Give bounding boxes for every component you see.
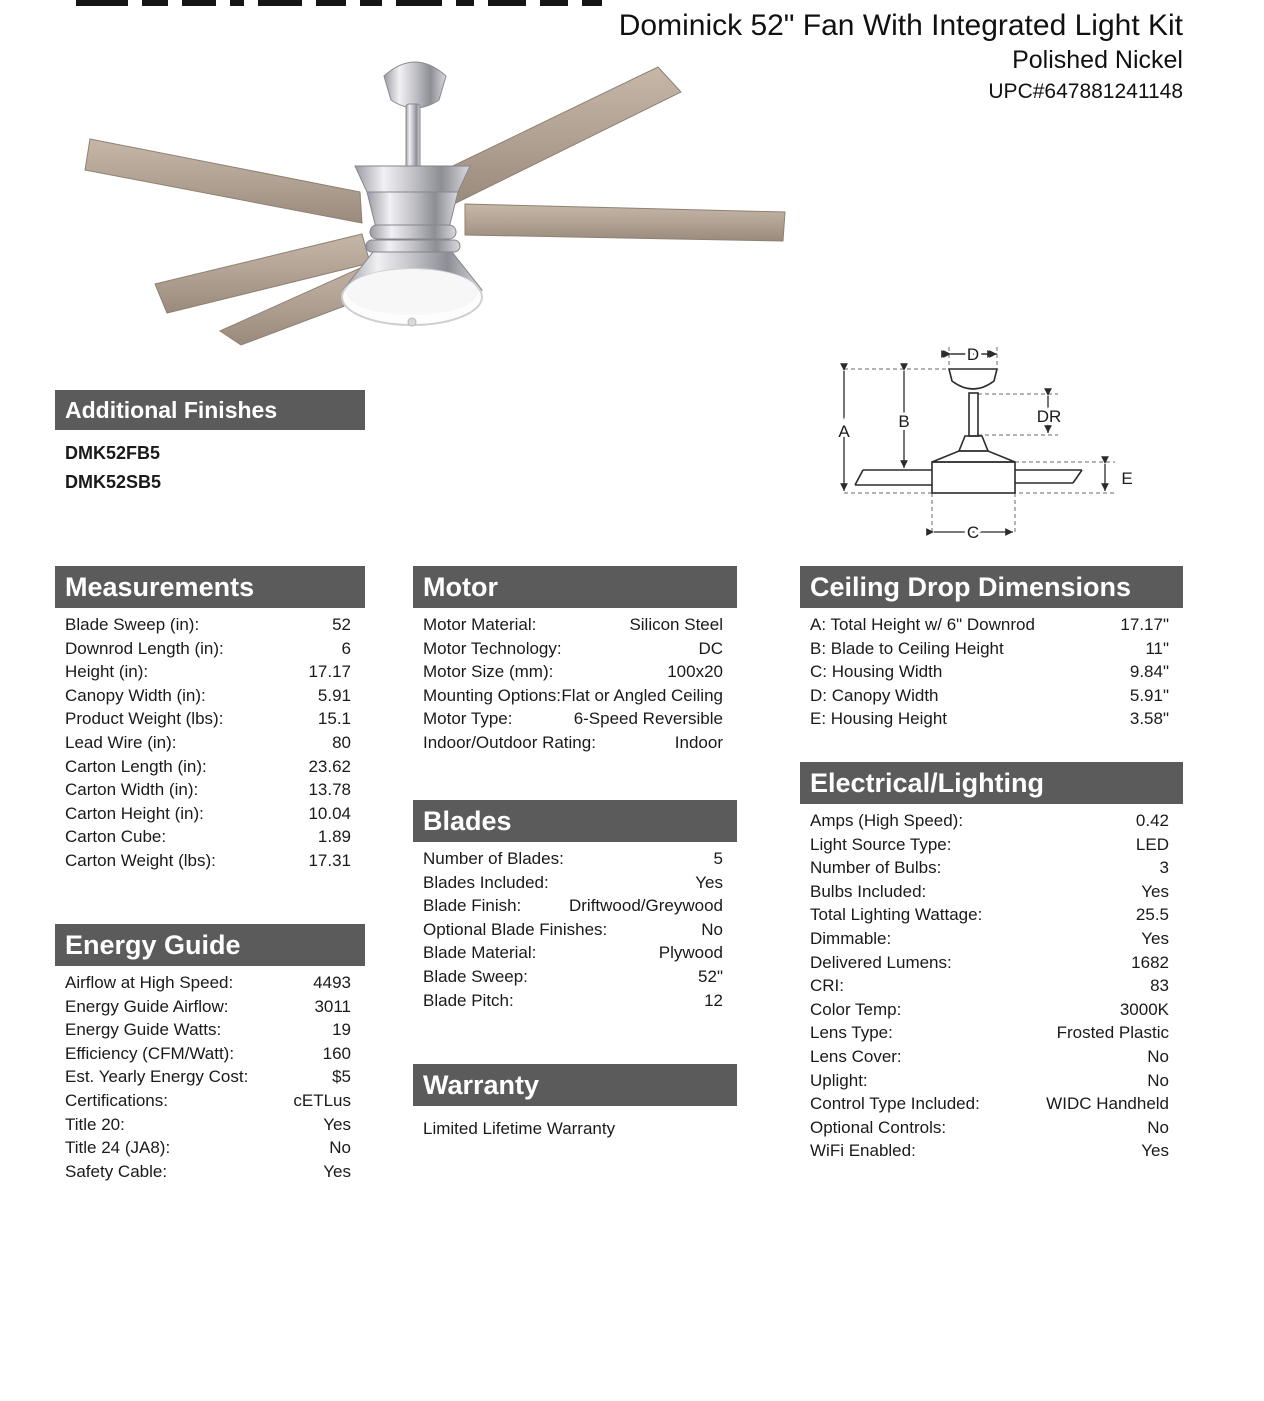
spec-row <box>413 941 737 965</box>
spec-value: 10.04 <box>308 803 351 823</box>
ceiling-drop-header: Ceiling Drop Dimensions <box>800 566 1183 608</box>
spec-row <box>800 1139 1183 1163</box>
spec-label: Mounting Options: <box>423 685 561 705</box>
spec-row <box>55 660 365 684</box>
spec-value: 12 <box>704 990 723 1010</box>
spec-label: Bulbs Included: <box>810 881 927 901</box>
spec-value: 19 <box>332 1020 351 1040</box>
spec-value: 3.58" <box>1129 709 1169 729</box>
spec-value: 15.1 <box>317 709 351 729</box>
spec-row <box>55 778 365 802</box>
spec-row <box>800 903 1183 927</box>
spec-value: Yes <box>1141 881 1169 901</box>
spec-row <box>413 871 737 895</box>
spec-label: Indoor/Outdoor Rating: <box>423 732 596 752</box>
spec-row <box>55 755 365 779</box>
spec-label: Blade Material: <box>423 943 537 963</box>
spec-label: Color Temp: <box>810 999 902 1019</box>
spec-label: WiFi Enabled: <box>810 1141 916 1161</box>
spec-row <box>413 731 737 755</box>
spec-row <box>800 660 1183 684</box>
spec-row <box>800 880 1183 904</box>
motor-rows <box>413 613 737 755</box>
spec-label: Lens Type: <box>810 1023 893 1043</box>
spec-row <box>413 707 737 731</box>
product-title: Dominick 52" Fan With Integrated Light Kit <box>618 9 1183 42</box>
blades-rows <box>413 847 737 1012</box>
spec-value: No <box>1147 1117 1169 1137</box>
spec-value: Silicon Steel <box>629 615 723 634</box>
additional-finishes-header: Additional Finishes <box>55 390 365 430</box>
spec-row <box>55 613 365 637</box>
spec-label: Blade Sweep (in): <box>65 615 200 634</box>
spec-label: Number of Bulbs: <box>810 858 942 878</box>
spec-row <box>55 1018 365 1042</box>
spec-label: Motor Technology: <box>423 638 562 658</box>
spec-label: Airflow at High Speed: <box>65 973 234 992</box>
spec-label: Carton Length (in): <box>65 756 207 776</box>
spec-value: 3000K <box>1119 999 1169 1019</box>
spec-row <box>800 856 1183 880</box>
section-measurements <box>55 566 365 873</box>
energy-guide-header: Energy Guide <box>55 924 365 966</box>
spec-label: Certifications: <box>65 1090 168 1110</box>
spec-label: Title 24 (JA8): <box>65 1138 171 1158</box>
spec-value: 5.91" <box>1129 685 1169 705</box>
spec-row <box>55 971 365 995</box>
spec-value: Flat or Angled Ceiling <box>561 685 723 705</box>
spec-label: Total Lighting Wattage: <box>810 905 983 925</box>
spec-value: Yes <box>323 1114 351 1134</box>
spec-value: 17.31 <box>308 850 351 870</box>
spec-value: WIDC Handheld <box>1046 1094 1169 1114</box>
spec-value: No <box>1147 1070 1169 1090</box>
section-additional-finishes <box>55 390 365 497</box>
spec-label: Blade Sweep: <box>423 966 528 986</box>
spec-label: E: Housing Height <box>810 709 948 729</box>
spec-value: 160 <box>322 1043 351 1063</box>
measurements-rows <box>55 613 365 873</box>
spec-label: Lens Cover: <box>810 1046 902 1066</box>
spec-row <box>55 1160 365 1184</box>
spec-label: Dimmable: <box>810 928 892 948</box>
spec-row <box>55 1042 365 1066</box>
spec-label: Motor Type: <box>423 709 513 729</box>
spec-label: Downrod Length (in): <box>65 638 224 658</box>
diagram-label-a: A <box>838 422 850 441</box>
spec-row <box>55 1089 365 1113</box>
spec-value: 80 <box>332 732 351 752</box>
spec-row <box>413 965 737 989</box>
product-finish: Polished Nickel <box>1012 46 1183 74</box>
spec-label: Energy Guide Watts: <box>65 1020 222 1040</box>
spec-row <box>413 989 737 1013</box>
spec-row <box>800 1116 1183 1140</box>
spec-value: 52 <box>332 615 351 634</box>
spec-value: 17.17 <box>308 662 351 682</box>
spec-value: Indoor <box>674 732 723 752</box>
spec-value: 25.5 <box>1135 905 1169 925</box>
spec-value: 0.42 <box>1135 811 1169 830</box>
spec-label: B: Blade to Ceiling Height <box>810 638 1004 658</box>
spec-row <box>800 1069 1183 1093</box>
spec-row <box>413 847 737 871</box>
spec-value: 3011 <box>314 996 351 1016</box>
energy-guide-rows <box>55 971 365 1183</box>
spec-label: Efficiency (CFM/Watt): <box>65 1043 235 1063</box>
spec-value: Frosted Plastic <box>1056 1023 1169 1043</box>
spec-row <box>55 1065 365 1089</box>
spec-row <box>55 802 365 826</box>
spec-label: Control Type Included: <box>810 1094 980 1114</box>
spec-label: Canopy Width (in): <box>65 685 206 705</box>
spec-label: Carton Height (in): <box>65 803 204 823</box>
spec-row <box>800 1045 1183 1069</box>
spec-value: 1.89 <box>317 827 351 847</box>
spec-row <box>413 660 737 684</box>
spec-row <box>55 637 365 661</box>
spec-label: Height (in): <box>65 662 149 682</box>
spec-row <box>55 731 365 755</box>
spec-value: 6-Speed Reversible <box>573 709 723 729</box>
spec-value: Yes <box>323 1161 351 1181</box>
spec-value: 4493 <box>313 973 351 992</box>
spec-value: 100x20 <box>667 662 723 682</box>
spec-label: Amps (High Speed): <box>810 811 964 830</box>
spec-label: Carton Width (in): <box>65 780 199 800</box>
spec-value: No <box>1147 1046 1169 1066</box>
spec-value: DC <box>698 638 723 658</box>
spec-row <box>413 637 737 661</box>
spec-value: LED <box>1135 834 1169 854</box>
spec-row <box>800 974 1183 998</box>
spec-value: 13.78 <box>308 780 351 800</box>
spec-value: Plywood <box>658 943 723 963</box>
finish-item: DMK52SB5 <box>65 472 162 492</box>
spec-row <box>800 809 1183 833</box>
spec-value: 1682 <box>1131 952 1169 972</box>
measurements-header: Measurements <box>55 566 365 608</box>
diagram-label-c: C <box>966 523 980 542</box>
fan-light-lens <box>342 269 482 326</box>
spec-value: 17.17" <box>1120 615 1169 634</box>
spec-row <box>413 918 737 942</box>
clipped-logo-fragment <box>76 0 602 7</box>
blades-header: Blades <box>413 800 737 842</box>
spec-label: A: Total Height w/ 6" Downrod <box>810 615 1035 634</box>
spec-value: 83 <box>1150 976 1169 996</box>
spec-row <box>800 1021 1183 1045</box>
spec-label: Est. Yearly Energy Cost: <box>65 1067 249 1087</box>
product-upc: UPC#647881241148 <box>988 80 1183 103</box>
spec-row <box>55 1136 365 1160</box>
spec-value: 11" <box>1145 638 1169 658</box>
spec-label: Safety Cable: <box>65 1161 168 1181</box>
spec-row <box>800 637 1183 661</box>
section-energy-guide <box>55 924 365 1183</box>
spec-label: CRI: <box>810 976 844 996</box>
ceiling-drop-rows <box>800 613 1183 731</box>
spec-label: Delivered Lumens: <box>810 952 952 972</box>
spec-label: C: Housing Width <box>810 662 943 682</box>
spec-value: Yes <box>1141 1141 1169 1161</box>
warranty-text: Limited Lifetime Warranty <box>423 1119 616 1138</box>
section-motor <box>413 566 737 755</box>
spec-row <box>800 684 1183 708</box>
section-warranty <box>413 1064 737 1139</box>
ceiling-drop-diagram <box>830 335 1165 550</box>
diagram-label-dr: DR <box>1036 407 1062 426</box>
spec-row <box>413 684 737 708</box>
spec-label: Carton Weight (lbs): <box>65 850 216 870</box>
section-electrical-lighting <box>800 762 1183 1163</box>
spec-label: Blades Included: <box>423 872 549 892</box>
spec-label: D: Canopy Width <box>810 685 939 705</box>
spec-label: Motor Material: <box>423 615 537 634</box>
spec-row <box>800 707 1183 731</box>
spec-row <box>413 613 737 637</box>
spec-value: Yes <box>695 872 723 892</box>
diagram-dimension-arrows <box>844 354 1105 532</box>
spec-row <box>800 613 1183 637</box>
spec-value: 52" <box>698 966 723 986</box>
spec-row <box>800 951 1183 975</box>
spec-value: 3 <box>1159 858 1169 878</box>
fan-product-image <box>70 42 800 347</box>
electrical-lighting-header: Electrical/Lighting <box>800 762 1183 804</box>
spec-label: Motor Size (mm): <box>423 662 554 682</box>
diagram-label-d: D <box>966 345 980 364</box>
spec-row <box>413 894 737 918</box>
spec-label: Product Weight (lbs): <box>65 709 224 729</box>
spec-label: Lead Wire (in): <box>65 732 177 752</box>
spec-value: 5.91 <box>317 685 351 705</box>
section-blades <box>413 800 737 1012</box>
diagram-dashed-lines <box>844 347 1115 535</box>
spec-value: Yes <box>1141 928 1169 948</box>
additional-finishes-list <box>55 439 365 497</box>
diagram-label-b: B <box>898 412 910 431</box>
spec-row <box>800 927 1183 951</box>
spec-value: No <box>329 1138 351 1158</box>
spec-label: Blade Finish: <box>423 896 522 916</box>
spec-row <box>800 833 1183 857</box>
spec-label: Energy Guide Airflow: <box>65 996 229 1016</box>
spec-label: Blade Pitch: <box>423 990 514 1010</box>
section-ceiling-drop-dimensions <box>800 566 1183 731</box>
spec-label: Number of Blades: <box>423 849 564 868</box>
spec-row <box>55 707 365 731</box>
spec-row <box>800 998 1183 1022</box>
spec-value: Driftwood/Greywood <box>568 896 723 916</box>
spec-label: Carton Cube: <box>65 827 167 847</box>
spec-row <box>55 1113 365 1137</box>
spec-value: $5 <box>332 1067 351 1087</box>
spec-label: Optional Blade Finishes: <box>423 919 608 939</box>
electrical-lighting-rows <box>800 809 1183 1163</box>
spec-value: No <box>701 919 723 939</box>
spec-value: 23.62 <box>308 756 351 776</box>
spec-row <box>55 684 365 708</box>
diagram-label-e: E <box>1121 469 1133 488</box>
spec-row <box>800 1092 1183 1116</box>
spec-row <box>55 995 365 1019</box>
motor-header: Motor <box>413 566 737 608</box>
spec-row <box>55 849 365 873</box>
warranty-header: Warranty <box>413 1064 737 1106</box>
spec-label: Optional Controls: <box>810 1117 947 1137</box>
spec-row <box>55 825 365 849</box>
spec-value: 5 <box>713 849 723 868</box>
spec-label: Uplight: <box>810 1070 868 1090</box>
spec-value: cETLus <box>293 1090 351 1110</box>
spec-value: 9.84" <box>1129 662 1169 682</box>
spec-label: Title 20: <box>65 1114 125 1134</box>
spec-value: 6 <box>341 638 351 658</box>
fan-canopy <box>384 62 446 170</box>
finish-item: DMK52FB5 <box>65 443 161 463</box>
spec-label: Light Source Type: <box>810 834 952 854</box>
